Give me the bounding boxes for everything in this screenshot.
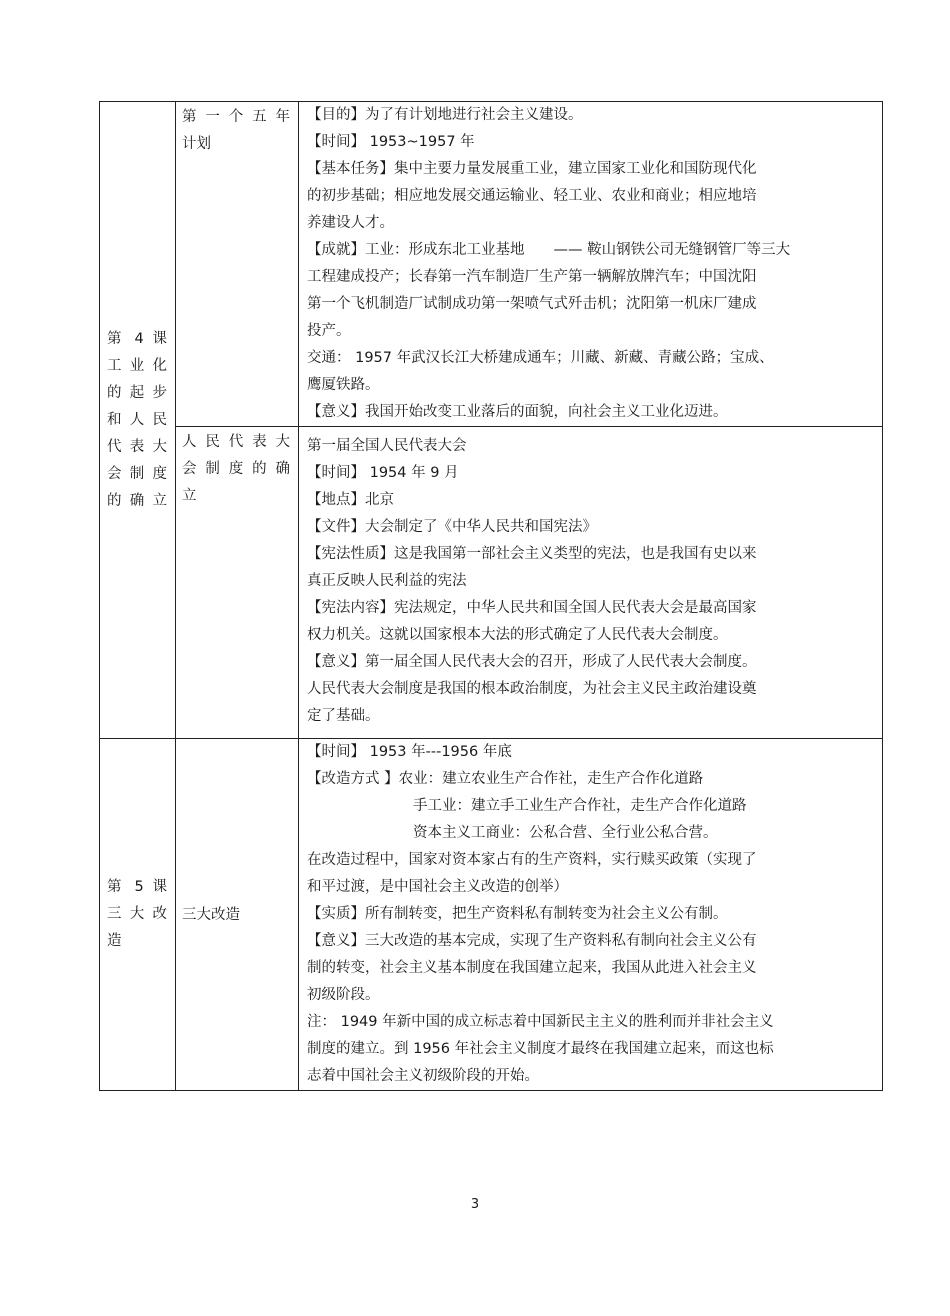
topic-label-line: 立 bbox=[182, 488, 197, 504]
content-line: 【基本任务】集中主要力量发展重工业，建立国家工业化和国防现代化 bbox=[307, 161, 757, 177]
topic-label-line: 计划 bbox=[182, 136, 211, 152]
content-line: 和平过渡，是中国社会主义改造的创举） bbox=[307, 879, 568, 895]
content-line: 【地点】北京 bbox=[307, 492, 394, 508]
content-line: 【意义】我国开始改变工业落后的面貌，向社会主义工业化迈进。 bbox=[307, 404, 728, 420]
history-notes-table bbox=[99, 101, 883, 1091]
lesson-label-line: 造 bbox=[107, 933, 122, 949]
content-line: 权力机关。这就以国家根本大法的形式确定了人民代表大会制度。 bbox=[307, 627, 728, 643]
content-line: 制度的建立。到 1956 年社会主义制度才最终在我国建立起来，而这也标 bbox=[307, 1041, 774, 1057]
content-cell bbox=[299, 739, 883, 1091]
content-line: 【改造方式 】农业：建立农业生产合作社，走生产合作化道路 bbox=[307, 771, 704, 787]
lesson-label-line: 代表大 bbox=[107, 438, 167, 455]
lesson-label-line: 三大改 bbox=[107, 906, 167, 922]
topic-cell bbox=[176, 102, 299, 427]
content-line: 【目的】为了有计划地进行社会主义建设。 bbox=[307, 107, 583, 123]
content-line: 志着中国社会主义初级阶段的开始。 bbox=[307, 1068, 539, 1084]
content-line: 【时间】 1953~1957 年 bbox=[307, 134, 475, 150]
content-line: 工程建成投产；长春第一汽车制造厂生产第一辆解放牌汽车；中国沈阳 bbox=[307, 269, 757, 285]
content-cell bbox=[299, 427, 883, 739]
content-line: 在改造过程中，国家对资本家占有的生产资料，实行赎买政策（实现了 bbox=[307, 852, 757, 868]
content-line: 人民代表大会制度是我国的根本政治制度，为社会主义民主政治建设奠 bbox=[307, 681, 757, 697]
topic-label-line: 会制度的确 bbox=[182, 461, 290, 477]
topic-label-line: 人民代表大 bbox=[182, 434, 290, 450]
content-line: 【文件】大会制定了《中华人民共和国宪法》 bbox=[307, 519, 597, 535]
lesson-cell bbox=[100, 102, 176, 739]
content-cell bbox=[299, 102, 883, 427]
content-line: 【意义】第一届全国人民代表大会的召开，形成了人民代表大会制度。 bbox=[307, 654, 757, 670]
topic-cell bbox=[176, 427, 299, 739]
content-line: 【时间】 1954 年 9 月 bbox=[307, 465, 459, 481]
content-line: 投产。 bbox=[307, 323, 351, 339]
content-line: 【宪法内容】宪法规定，中华人民共和国全国人民代表大会是最高国家 bbox=[307, 600, 757, 616]
page-number: 3 bbox=[470, 1197, 480, 1212]
content-line: 手工业：建立手工业生产合作社，走生产合作化道路 bbox=[413, 798, 747, 814]
topic-label-line: 第一个五年 bbox=[182, 109, 290, 125]
lesson-cell bbox=[100, 739, 176, 1091]
content-line: 真正反映人民利益的宪法 bbox=[307, 573, 467, 589]
topic-cell bbox=[176, 739, 299, 1091]
content-line: 资本主义工商业：公私合营、全行业公私合营。 bbox=[413, 825, 718, 841]
table-row bbox=[100, 102, 883, 427]
lesson-label-line: 和人民 bbox=[107, 411, 167, 428]
lesson-label-line: 的起步 bbox=[107, 384, 167, 401]
content-line: 【成就】工业：形成东北工业基地 —— 鞍山钢铁公司无缝钢管厂等三大 bbox=[307, 242, 791, 258]
topic-label-line: 三大改造 bbox=[182, 907, 240, 923]
content-line: 鹰厦铁路。 bbox=[307, 377, 380, 393]
content-line: 第一届全国人民代表大会 bbox=[307, 438, 467, 454]
content-line: 第一个飞机制造厂试制成功第一架喷气式歼击机；沈阳第一机床厂建成 bbox=[307, 296, 757, 312]
content-line: 养建设人才。 bbox=[307, 215, 394, 231]
lesson-label-line: 的确立 bbox=[107, 492, 167, 509]
content-line: 定了基础。 bbox=[307, 708, 380, 724]
content-line: 【意义】三大改造的基本完成，实现了生产资料私有制向社会主义公有 bbox=[307, 933, 757, 949]
content-line: 初级阶段。 bbox=[307, 987, 380, 1003]
content-line: 注： 1949 年新中国的成立标志着中国新民主主义的胜利而并非社会主义 bbox=[307, 1014, 774, 1030]
lesson-label-line: 第 4 课 bbox=[107, 330, 167, 347]
lesson-label-line: 会制度 bbox=[107, 465, 167, 482]
content-line: 交通： 1957 年武汉长江大桥建成通车；川藏、新藏、青藏公路；宝成、 bbox=[307, 350, 774, 366]
content-line: 【宪法性质】这是我国第一部社会主义类型的宪法，也是我国有史以来 bbox=[307, 546, 757, 562]
content-line: 的初步基础；相应地发展交通运输业、轻工业、农业和商业；相应地培 bbox=[307, 188, 757, 204]
lesson-label-line: 第 5 课 bbox=[107, 879, 167, 895]
content-line: 【时间】 1953 年---1956 年底 bbox=[307, 744, 512, 760]
content-line: 制的转变，社会主义基本制度在我国建立起来，我国从此进入社会主义 bbox=[307, 960, 757, 976]
lesson-label-line: 工业化 bbox=[107, 357, 167, 374]
table-row bbox=[100, 427, 883, 739]
content-line: 【实质】所有制转变，把生产资料私有制转变为社会主义公有制。 bbox=[307, 906, 728, 922]
table-row bbox=[100, 739, 883, 1091]
